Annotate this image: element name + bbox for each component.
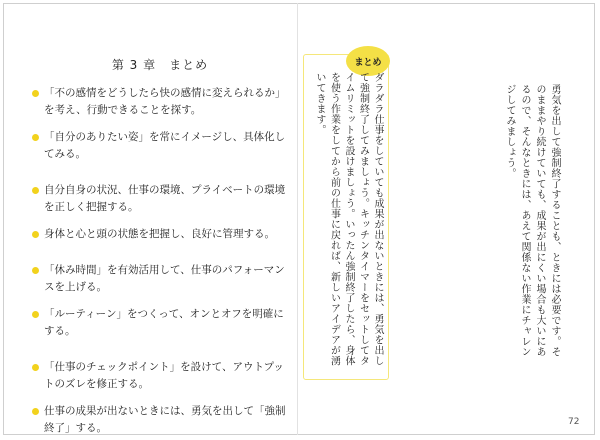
summary-item: 「ルーティーン」をつくって、オンとオフを明確にする。	[32, 306, 294, 340]
bullet-dot-icon	[32, 364, 39, 371]
note-text: ダラダラ仕事をしていても成果が出ないときには、勇気を出して強制終了してみましょう。キッチンタイマーをセットしてタイムリミットを設けましょう。いったん強制終了したら、身体を使う作業をしてから前の仕事に戻れば、新しいアイデアが湧いてきます。	[314, 72, 383, 366]
page-number: 72	[568, 417, 580, 427]
summary-list	[32, 85, 294, 437]
chapter-title: 第 3 章 まとめ	[111, 58, 209, 72]
page-gutter	[297, 3, 298, 435]
bullet-dot-icon	[32, 90, 39, 97]
summary-item: 身体と心と頭の状態を把握し、良好に管理する。	[32, 226, 294, 243]
bullet-dot-icon	[32, 267, 39, 274]
bullet-dot-icon	[32, 134, 39, 141]
body-text: 勇気を出して強制終了することも、ときには必要です。そのままやり続けていても、成果が出にくい場合も大いにあるので、そんなときには、あえて関係ない作業にチャレンジしてみましょう。	[504, 84, 560, 357]
summary-item: 「自分のありたい姿」を常にイメージし、具体化してみる。	[32, 129, 294, 163]
summary-item: 「不の感情をどうしたら快の感情に変えられるか」を考え、行動できることを探す。	[32, 85, 294, 119]
bullet-dot-icon	[32, 311, 39, 318]
bullet-dot-icon	[32, 408, 39, 415]
bullet-dot-icon	[32, 231, 39, 238]
summary-item: 仕事の成果が出ないときには、勇気を出して「強制終了」する。	[32, 403, 294, 437]
summary-item: 「仕事のチェックポイント」を設けて、アウトプットのズレを修正する。	[32, 359, 294, 393]
summary-item: 自分自身の状況、仕事の環境、プライベートの環境を正しく把握する。	[32, 182, 294, 216]
bullet-dot-icon	[32, 187, 39, 194]
note-badge: まとめ	[346, 46, 390, 76]
summary-item: 「休み時間」を有効活用して、仕事のパフォーマンスを上げる。	[32, 262, 294, 296]
